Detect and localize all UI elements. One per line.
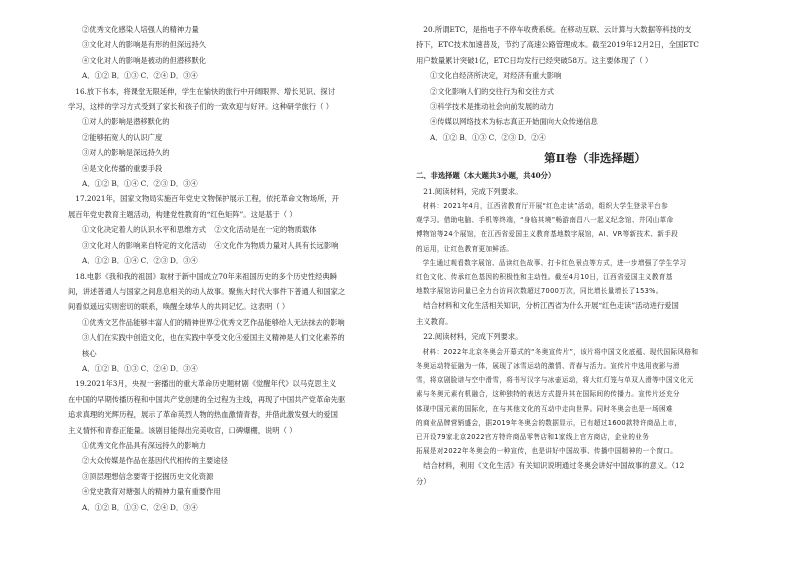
q19-option-2: ②大众传媒是作品在基因代代相传的主要途径 <box>82 456 228 466</box>
q18-option-tail: 核心 <box>82 348 97 358</box>
q15-option-4: ④文化对人的影响是被动的但潜移默化 <box>82 55 207 65</box>
q20-choice-c[interactable]: C．②③ <box>488 132 517 142</box>
q20-option-1: ①文化自经济所决定，对经济有重大影响 <box>430 71 562 81</box>
q22-material-line: 素与冬奥元素有机融合，这种独特的表达方式提升其在国际间的传播力。宣传片还充分 <box>416 390 680 399</box>
q22-material-line: 的商业品牌营销盛会，据2019年冬奥会的数据显示，已有超过1600款特许商品上市， <box>416 418 682 427</box>
q21-question-1: 结合材料和文化生活相关知识，分析江西省为什么开展“红色走读”活动进行爱国 <box>423 301 679 311</box>
q20-choice-b[interactable]: B．①③ <box>459 132 487 142</box>
q17-choice-b[interactable]: B．①④ <box>111 256 139 266</box>
q17-choice-a[interactable]: A．①② <box>82 256 110 266</box>
q22-material-line: 雪，将京剧脸谱与空中滑雪，将书写汉字与冰壶运动，将大红灯笼与单双人滑等中国文化元 <box>416 376 694 385</box>
q16-choice-d[interactable]: D．③④ <box>169 179 198 189</box>
q21-material-line: 观学习。借助电脑、手机等终端，“身临其境”畅游南昌八一起义纪念馆、井冈山革命 <box>416 216 674 225</box>
q17-option-4: ④文化作为物质力量对人具有长远影响 <box>214 240 339 250</box>
q20-option-3: ③科学技术是推动社会向前发展的动力 <box>430 102 555 112</box>
q21-material <box>416 199 774 298</box>
q17-option-2: ②文化活动是在一定的物质载体 <box>214 225 317 235</box>
q22-material-line: 体现中国元素的国际化，在与其他文化的互动中走向世界。同时冬奥会也是一场困难 <box>416 404 673 413</box>
section-heading: 二、非选择题（本大题共3小题，共40分） <box>416 171 556 181</box>
q16-stem-2: 学习，这样的学习方式受到了家长和孩子们的一致欢迎与好评。这种研学旅行（ ） <box>68 102 334 112</box>
q20-option-4: ④传媒以网络技术为标志真正开始面向大众传递信息 <box>430 117 598 127</box>
q21-material-line: 的运用，让红色教育更加鲜活。 <box>416 244 514 253</box>
q19-choice-b[interactable]: B．①③ <box>111 502 139 512</box>
q16-option-3: ③对人的影响是深远持久的 <box>82 148 170 158</box>
q21-material-line: 红色文化、传承红色基因的积极性和主动性。截至4月10日，江西省爱国主义教育基 <box>416 273 673 282</box>
q16-choice-c[interactable]: C．②③ <box>140 179 169 189</box>
left-column <box>68 22 426 515</box>
q15-choice-a[interactable]: A．①② <box>82 71 110 81</box>
q21-material-line: 材料：2021年4月，江西省教育厅开展“红色走读”活动，组织大学生登录平台参 <box>422 202 669 211</box>
q16-choice-b[interactable]: B．①④ <box>111 179 139 189</box>
q17-option-1: ①文化决定着人的认识水平和思维方式 <box>82 225 207 235</box>
q22-question-2: 分） <box>416 476 431 486</box>
q16-choice-a[interactable]: A．①② <box>82 179 110 189</box>
q22-number: 22.阅读材料，完成下列要求。 <box>423 332 523 342</box>
q21-material-line: 博物馆等24个展馆，在江西省爱国主义教育基地数字展馆，AI、VR等新技术、新手段 <box>416 230 679 239</box>
q19-stem-1: 19.2021年3月，央视一套播出的重大革命历史题材剧《觉醒年代》以马克思主义 <box>75 379 337 389</box>
q18-option-line-2: ③人们在实践中创造文化，也在实践中享受文化④爱国主义精神是人们文化素养的 <box>82 333 345 343</box>
q19-choice-d[interactable]: D．③④ <box>169 502 198 512</box>
q19-choices <box>68 500 426 515</box>
q15-choice-b[interactable]: B．①③ <box>111 71 139 81</box>
q15-choice-d[interactable]: D．③④ <box>169 71 198 81</box>
q22-question-1: 结合材料，利用《文化生活》有关知识说明通过冬奥会讲好中国故事的意义。（12 <box>423 461 685 471</box>
q18-option-line-1: ①优秀文艺作品能够丰富人们的精神世界②优秀文艺作品能够给人无法抹去的影响 <box>82 317 345 327</box>
q18-stem-1: 18.电影《我和我的祖国》取材于新中国成立70年来祖国历史的多个历史性经典瞬 <box>75 271 337 281</box>
q18-choices <box>68 361 426 376</box>
q17-options-1 <box>68 222 426 237</box>
q15-option-2: ②优秀文化感染人培强人的精神力量 <box>82 25 199 34</box>
q20-choice-a[interactable]: A．①② <box>430 132 458 142</box>
q19-choice-a[interactable]: A．①② <box>82 502 110 512</box>
q22-material-line: 材料：2022年北京冬奥会开幕式的“冬奥宣传片”，该片将中国文化底蕴、现代国际风格和 <box>422 347 699 356</box>
q21-material-line: 学生通过观看数字展馆、品读红色故事、打卡红色景点等方式，进一步增强了学生学习 <box>422 258 687 267</box>
q15-option-3: ③文化对人的影响是有形的但深远持久 <box>82 40 207 50</box>
q22-material-line: 拓展是对2022年冬奥会的一种宣传，也是讲好中国故事、传播中国精神的一个窗口。 <box>416 447 678 456</box>
q21-number: 21.阅读材料，完成下列要求。 <box>423 186 523 196</box>
q18-choice-c[interactable]: C．②④ <box>140 363 169 373</box>
q21-question-2: 主义教育。 <box>416 316 453 326</box>
q16-stem-1: 16.放下书本，将课堂无限延伸，学生在愉快的旅行中开阔眼界、增长见识、探讨 <box>75 86 335 96</box>
q22-material-line: 冬奥运动特征融为一体，展现了冰雪运动的激情、青春与活力。宣传片中选用夜影与滑 <box>416 361 680 370</box>
q18-choice-d[interactable]: D．③④ <box>169 363 198 373</box>
q19-option-4: ④党史教育对塘强人的精神力量有重要作用 <box>82 487 221 497</box>
q19-stem-3: 追求真理的光辉历程，展示了革命英烈人物的热血激情青春，并借此激发强大的爱国 <box>68 410 338 420</box>
q15-choices <box>68 68 426 83</box>
q20-stem-1: 20.所谓ETC，是指电子不停车收费系统。在移动互联、云计算与大数据等科技的支 <box>423 25 692 34</box>
q20-stem-3: 用户数量累计突破1亿，ETC日均发行已经突破58万。这主要体现了（ ） <box>416 55 653 65</box>
q22-material-line: 已开设79家北京2022官方特许商品零售店和1家线上官方商店，企业的业务 <box>416 432 650 441</box>
q18-stem-2: 间，讲述普通人与国家之间息息相关的动人故事。聚焦大时代大事件下普通人和国家之 <box>68 286 346 296</box>
q17-stem-1: 17.2021年，国家文物局实施百年党史文物保护展示工程，依托革命文物场所，开 <box>75 194 339 204</box>
q17-stem-2: 展百年党史教育主题活动，构建党性教育的“红色矩阵”。这是基于（ ） <box>68 209 297 219</box>
q18-choice-b[interactable]: B．①③ <box>111 363 139 373</box>
q17-choices <box>68 253 426 268</box>
q16-option-1: ①对人的影响是潜移默化的 <box>82 117 170 127</box>
q22-material <box>416 345 774 459</box>
q16-option-2: ②能够拓宽人的认识广度 <box>82 132 163 142</box>
q21-material-line: 地数字展馆访问量已全力台访问次数超过7000万次，同比增长量增长了153%。 <box>416 287 663 296</box>
q17-options-2 <box>68 238 426 253</box>
q19-stem-4: 主义情怀和青春正能量。该剧目能得出完美收官，口碑爆棚，说明（ ） <box>68 425 297 435</box>
section-title: 第Ⅱ卷（非选择题） <box>544 151 646 166</box>
q20-choices <box>416 130 774 145</box>
q17-option-3: ③文化对人的影响来自特定的文化活动 <box>82 240 207 250</box>
q20-choice-d[interactable]: D．②④ <box>517 132 546 142</box>
q20-stem-2: 持下，ETC技术加速普及，节约了高速公路管理成本。截至2019年12月2日，全国ETC <box>416 40 699 50</box>
q18-stem-3: 间看似遥远实则密切的联系，唤醒全球华人的共同记忆。这表明（ ） <box>68 302 290 312</box>
q19-stem-2: 在中国的早期传播历程和中国共产党创建的全过程为主线，再现了中国共产党革命先驱 <box>68 394 346 404</box>
q17-choice-c[interactable]: C．②③ <box>140 256 169 266</box>
q16-option-4: ④是文化传播的重要手段 <box>82 163 163 173</box>
q19-choice-c[interactable]: C．②④ <box>140 502 169 512</box>
right-column <box>416 22 774 489</box>
q16-choices <box>68 176 426 191</box>
q17-choice-d[interactable]: D．③④ <box>169 256 198 266</box>
q15-choice-c[interactable]: C．②④ <box>140 71 169 81</box>
q20-option-2: ②文化影响人们的交往行为和交往方式 <box>430 86 555 96</box>
q19-option-1: ①优秀文化作品具有深远持久的影响力 <box>82 440 207 450</box>
q19-option-3: ③顶层理想信念要寄于挖掘历史文化资源 <box>82 471 214 481</box>
q18-choice-a[interactable]: A．①② <box>82 363 110 373</box>
